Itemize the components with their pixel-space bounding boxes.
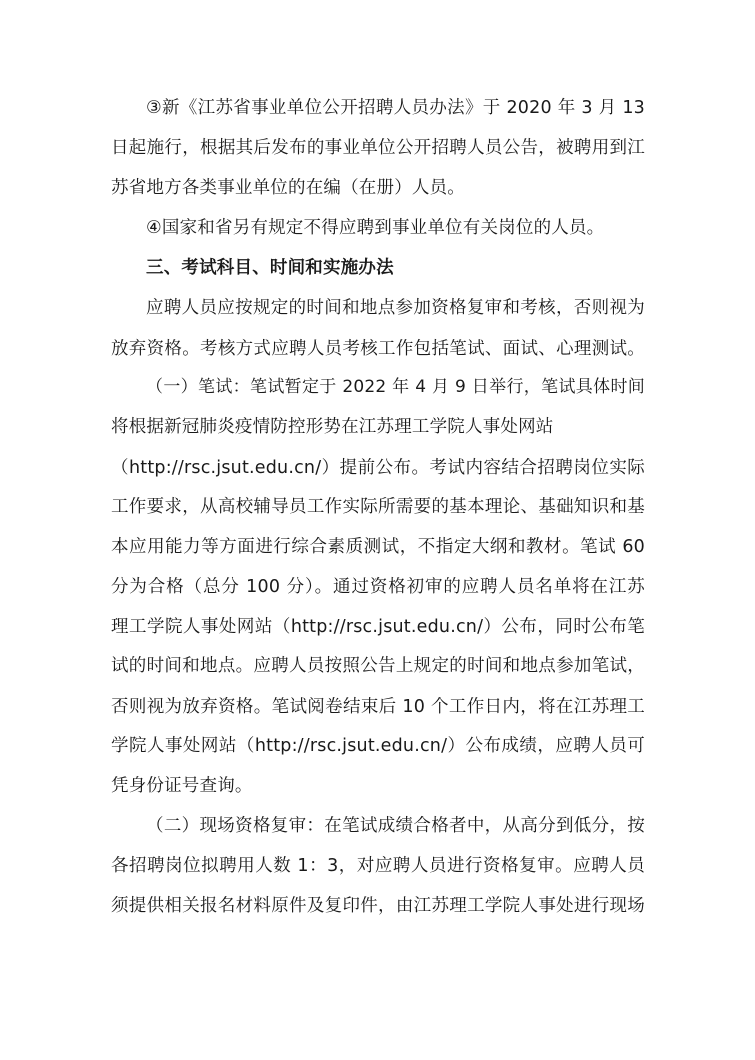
- text-line: 日起施行，根据其后发布的事业单位公开招聘人员公告，被聘用到江: [111, 138, 645, 158]
- text-line: 苏省地方各类事业单位的在编（在册）人员。: [111, 178, 465, 198]
- text-line: 凭身份证号查询。: [111, 776, 253, 796]
- text-line: 否则视为放弃资格。笔试阅卷结束后 10 个工作日内，将在江苏理工: [111, 697, 645, 717]
- text-line: 分为合格（总分 100 分）。通过资格初审的应聘人员名单将在江苏: [111, 577, 645, 597]
- text-line: 将根据新冠肺炎疫情防控形势在江苏理工学院人事处网站: [111, 417, 554, 437]
- text-line: ③新《江苏省事业单位公开招聘人员办法》于 2020 年 3 月 13: [146, 98, 645, 118]
- text-line: 放弃资格。考核方式应聘人员考核工作包括笔试、面试、心理测试。: [111, 339, 645, 359]
- text-line: 试的时间和地点。应聘人员按照公告上规定的时间和地点参加笔试，: [111, 656, 645, 676]
- text-line: （一）笔试：笔试暂定于 2022 年 4 月 9 日举行，笔试具体时间: [146, 377, 645, 397]
- text-line: 学院人事处网站（http://rsc.jsut.edu.cn/）公布成绩，应聘人员可: [111, 736, 645, 756]
- text-line: 各招聘岗位拟聘用人数 1：3，对应聘人员进行资格复审。应聘人员: [111, 856, 645, 876]
- text-line: 应聘人员应按规定的时间和地点参加资格复审和考核，否则视为: [146, 298, 645, 318]
- text-line: （二）现场资格复审：在笔试成绩合格者中，从高分到低分，按: [146, 816, 645, 836]
- text-line: 工作要求，从高校辅导员工作实际所需要的基本理论、基础知识和基: [111, 497, 645, 517]
- text-line: ④国家和省另有规定不得应聘到事业单位有关岗位的人员。: [146, 218, 605, 238]
- section-heading: 三、考试科目、时间和实施办法: [146, 258, 394, 278]
- text-line: 须提供相关报名材料原件及复印件，由江苏理工学院人事处进行现场: [111, 896, 645, 916]
- text-line: 理工学院人事处网站（http://rsc.jsut.edu.cn/）公布，同时公布笔: [111, 617, 645, 637]
- text-line: （http://rsc.jsut.edu.cn/）提前公布。考试内容结合招聘岗位实际: [111, 458, 645, 478]
- text-line: 本应用能力等方面进行综合素质测试，不指定大纲和教材。笔试 60: [111, 537, 645, 557]
